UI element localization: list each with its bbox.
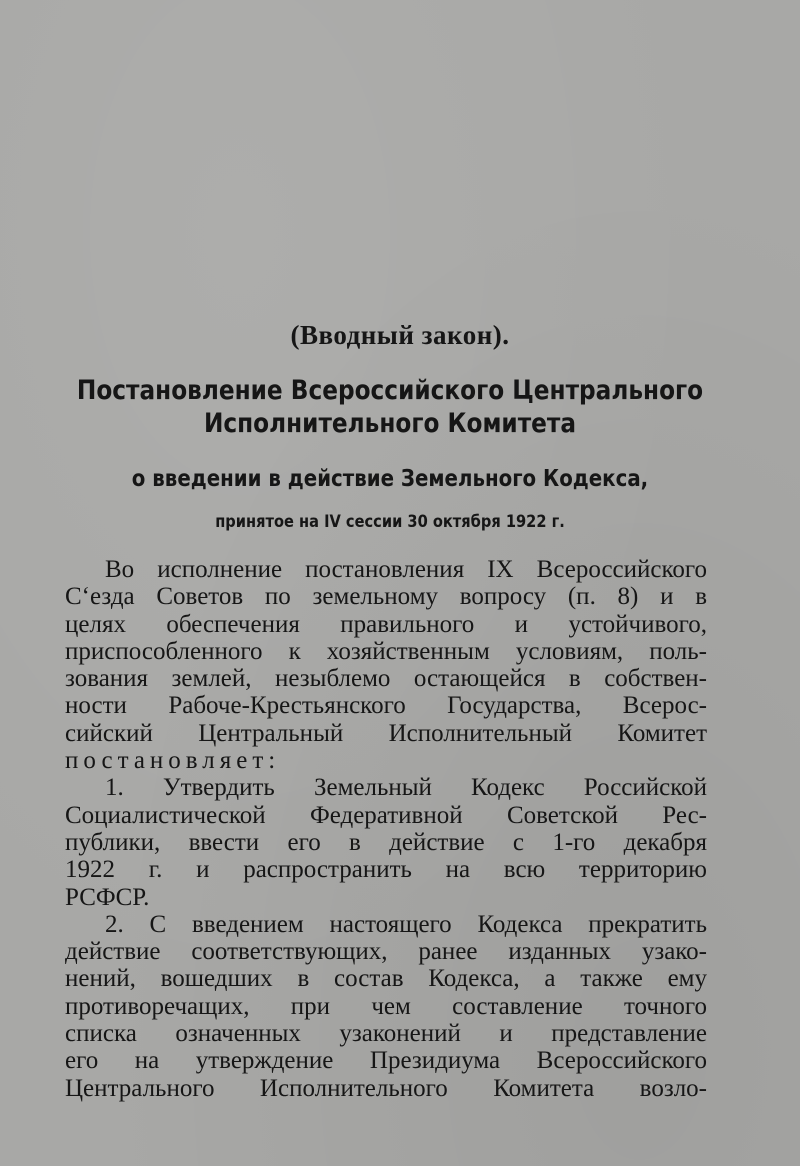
body-line-17: противоречащих, при чем составление точного	[65, 992, 707, 1020]
body-line-11: публики, ввести его в действие с 1-го декабря	[65, 828, 707, 856]
body-line-7: сийский Центральный Исполнительный Комитет	[65, 719, 707, 747]
body-line-3: целях обеспечения правильного и устойчивого,	[65, 610, 707, 638]
body-text	[65, 556, 707, 1102]
title-line-1: Постановление Всероссийского Центрального	[76, 375, 704, 406]
intro-heading: (Вводный закон).	[290, 320, 510, 350]
body-line-20: Центрального Исполнительного Комитета возло-	[65, 1074, 707, 1102]
body-line-4: приспособленного к хозяйственным условиям, поль-	[65, 637, 707, 665]
body-line-8: постановляет:	[65, 747, 281, 775]
body-line-14: 2. С введением настоящего Кодекса прекратить	[105, 910, 707, 938]
body-line-5: зования землей, незыблемо остающейся в собствен-	[65, 665, 707, 693]
body-line-19: его на утверждение Президиума Всероссийского	[65, 1047, 707, 1075]
body-line-9: 1. Утвердить Земельный Кодекс Российской	[105, 774, 707, 802]
adoption-date-line: принятое на IV сессии 30 октября 1922 г.	[215, 512, 565, 532]
body-line-12: 1922 г. и распространить на всю территорию	[65, 856, 707, 884]
body-line-13: РСФСР.	[65, 883, 150, 911]
body-line-18: списка означенных узаконений и представление	[65, 1020, 707, 1048]
body-line-1: Во исполнение постановления IX Всероссийского	[105, 556, 707, 583]
body-line-10: Социалистической Федеративной Советской Рес-	[65, 801, 707, 829]
body-line-15: действие соответствующих, ранее изданных узако-	[65, 938, 707, 966]
body-line-16: нений, вошедших в состав Кодекса, а также ему	[65, 965, 707, 993]
title-line-2: Исполнительного Комитета	[203, 408, 577, 439]
body-line-6: ности Рабоче-Крестьянского Государства, Всерос-	[65, 692, 707, 720]
body-line-2: С‘езда Советов по земельному вопросу (п. 8) и в	[65, 583, 707, 611]
document-subtitle: о введении в действие Земельного Кодекса,	[131, 466, 649, 492]
document-title	[55, 374, 726, 440]
